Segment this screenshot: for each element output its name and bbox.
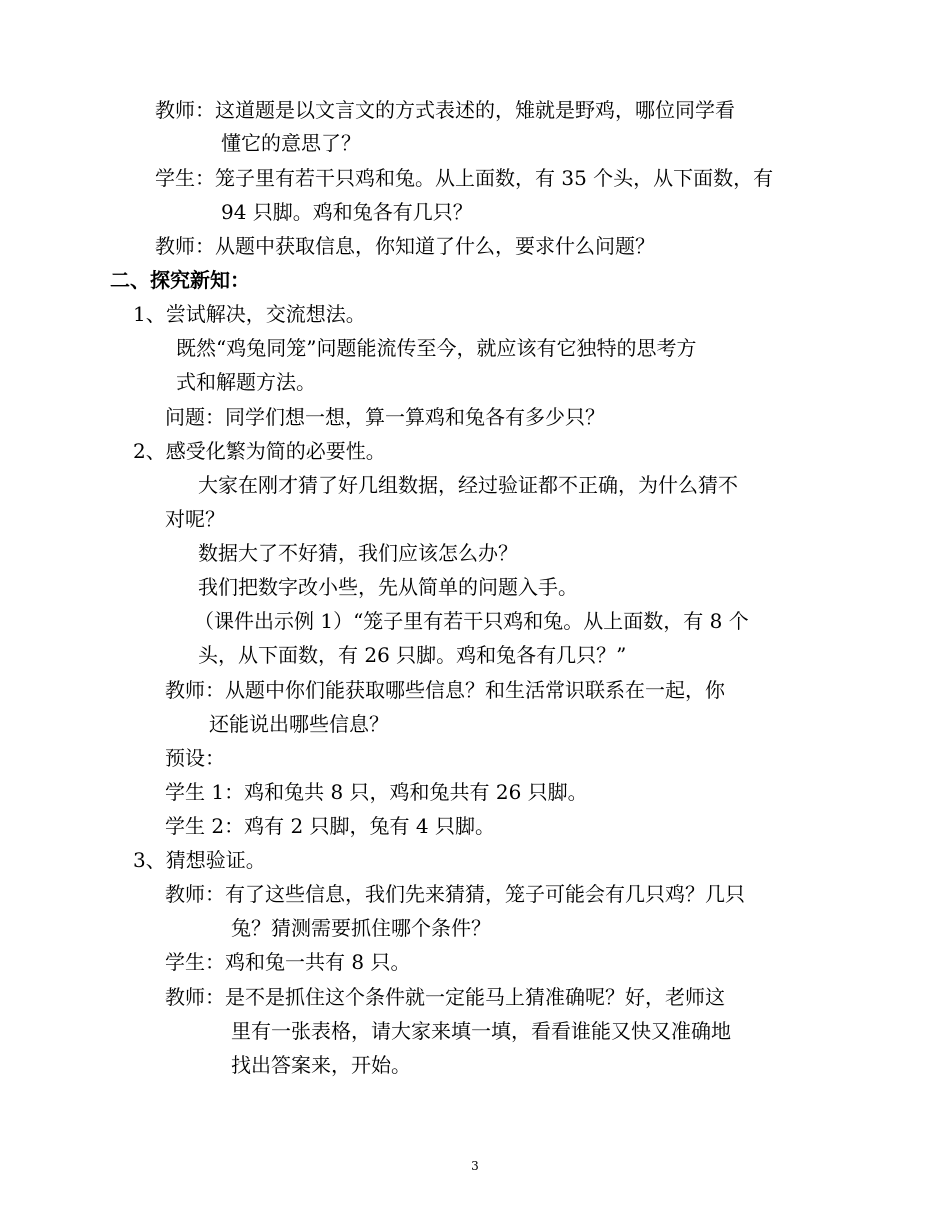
paragraph-1-line-1: 既然“鸡兔同笼”问题能流传至今，就应该有它独特的思考方 (176, 336, 697, 360)
paragraph-3: 数据大了不好猜，我们应该怎么办？ (198, 541, 518, 565)
paragraph-4: 我们把数字改小些，先从简单的问题入手。 (198, 575, 578, 599)
paragraph-1-line-2: 式和解题方法。 (176, 370, 316, 394)
student-line-1-cont: 94 只脚。鸡和兔各有几只？ (221, 200, 473, 224)
student-1-line: 学生 1：鸡和兔共 8 只，鸡和兔共有 26 只脚。 (165, 780, 588, 804)
paragraph-2-line-1: 大家在刚才猜了好几组数据，经过验证都不正确，为什么猜不 (198, 473, 738, 497)
teacher-line-2: 教师：从题中获取信息，你知道了什么，要求什么问题？ (155, 234, 655, 258)
student-line-1: 学生：笼子里有若干只鸡和兔。从上面数，有 35 个头，从下面数，有 (155, 166, 774, 190)
paragraph-2-line-2: 对呢？ (165, 507, 225, 531)
teacher-line-1-cont: 懂它的意思了？ (221, 131, 361, 155)
question-line: 问题：同学们想一想，算一算鸡和兔各有多少只？ (165, 405, 605, 429)
subsection-2-heading: 2、感受化繁为简的必要性。 (133, 439, 386, 463)
teacher-line-5: 教师：是不是抓住这个条件就一定能马上猜准确呢？好，老师这 (165, 985, 725, 1009)
teacher-line-1: 教师：这道题是以文言文的方式表述的，雉就是野鸡，哪位同学看 (155, 98, 735, 122)
teacher-line-4-cont: 兔？猜测需要抓住哪个条件？ (231, 916, 491, 940)
section-heading: 二、探究新知： (110, 268, 250, 292)
teacher-line-4: 教师：有了这些信息，我们先来猜猜，笼子可能会有几只鸡？几只 (165, 882, 745, 906)
student-line-2: 学生：鸡和兔一共有 8 只。 (165, 950, 411, 974)
student-2-line: 学生 2：鸡有 2 只脚，兔有 4 只脚。 (165, 814, 495, 838)
subsection-3-heading: 3、猜想验证。 (133, 848, 266, 872)
teacher-line-5-cont-1: 里有一张表格，请大家来填一填，看看谁能又快又准确地 (231, 1019, 731, 1043)
teacher-line-3-cont: 还能说出哪些信息？ (209, 712, 389, 736)
teacher-line-5-cont-2: 找出答案来，开始。 (231, 1053, 411, 1077)
preset-label: 预设： (165, 746, 225, 770)
teacher-line-3: 教师：从题中你们能获取哪些信息？和生活常识联系在一起，你 (165, 678, 725, 702)
subsection-1-heading: 1、尝试解决，交流想法。 (133, 302, 366, 326)
example-line-1: （课件出示例 1）“笼子里有若干只鸡和兔。从上面数，有 8 个 (194, 609, 749, 633)
example-line-2: 头，从下面数，有 26 只脚。鸡和兔各有几只？” (198, 643, 627, 667)
page-number: 3 (471, 1159, 479, 1173)
